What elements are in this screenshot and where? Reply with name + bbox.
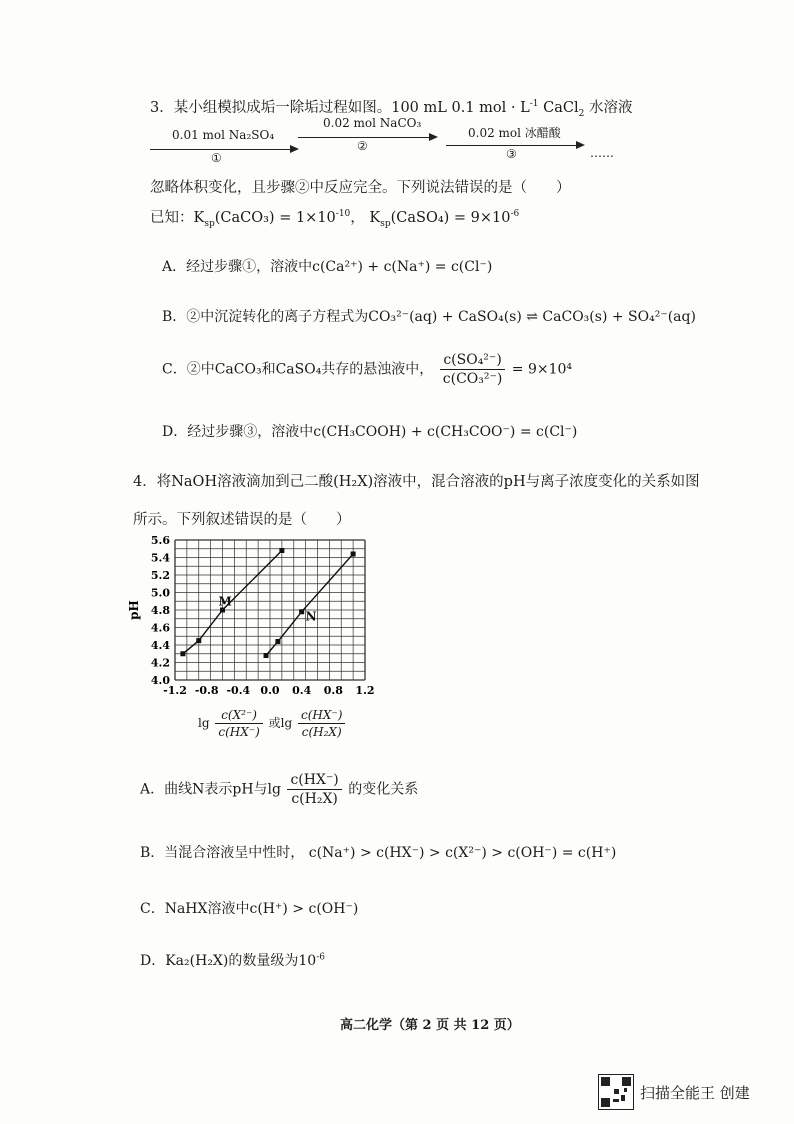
y-axis-label: pH (127, 600, 141, 620)
q3-known: 已知：$K_{sp}(CaCO_3) = 1\times 10^{-10}$， $K_{sp}(CaSO_4) = 9\times 10^{-6}$ (150, 209, 520, 229)
q4-option-a[interactable]: A．曲线N表示pH与lg $\frac{c(HX^-)}{\text{c(H₂X)}}$ 的变化关系 (140, 772, 419, 807)
x-tick-label: 1.2 (355, 684, 375, 697)
step2-arrow (298, 137, 431, 138)
q3-option-d[interactable]: D．经过步骤③，溶液中c(CH₃COOH) + c(CH₃COO⁻) = c(Cl⁻) (162, 424, 578, 440)
scanner-watermark: 扫描全能王 创建 (640, 1084, 750, 1102)
step3-arrowhead (576, 141, 585, 149)
q3-option-c[interactable]: C．②中CaCO₃和CaSO₄共存的悬浊液中， $\frac{\text{c(SO₄²⁻)}}{\text{c(CO₃²⁻)}}$ = 9×10⁴ (162, 352, 573, 387)
y-tick-label: 5.2 (150, 569, 170, 582)
series-label-M: M (218, 594, 232, 609)
x-tick-label: 0.4 (292, 684, 312, 697)
qr-code-icon (598, 1074, 634, 1110)
q4-option-a-fraction: $\frac{c(HX^-)}{\text{c(H₂X)}}$ (287, 772, 341, 807)
y-tick-label: 4.0 (150, 674, 170, 687)
q4-option-d[interactable]: D．Ka₂(H₂X)的数量级为$10^{-6}$ (140, 952, 325, 969)
data-point-M (196, 638, 201, 643)
x-tick-label: 0.8 (323, 684, 343, 697)
x-tick-label: -1.2 (163, 684, 187, 697)
q3-option-c-fraction: $\frac{\text{c(SO₄²⁻)}}{\text{c(CO₃²⁻)}}$ (440, 352, 506, 387)
step2-number: ② (357, 139, 368, 153)
data-point-M (180, 651, 185, 656)
data-point-N (351, 552, 356, 557)
step1-reagent: 0.01 mol Na₂SO₄ (172, 128, 275, 142)
ph-chart (120, 530, 390, 710)
data-point-M (279, 548, 284, 553)
q3-option-b[interactable]: B．②中沉淀转化的离子方程式为CO₃²⁻(aq) + CaSO₄(s) ⇌ CaCO₃(s) + SO₄²⁻(aq) (162, 309, 696, 325)
y-tick-label: 5.6 (150, 534, 170, 547)
q3-stem: 忽略体积变化，且步骤②中反应完全。下列说法错误的是（ ） (150, 180, 571, 196)
step1-arrowhead (290, 145, 299, 153)
q3-option-a[interactable]: A．经过步骤①，溶液中c(Ca²⁺) + c(Na⁺) = c(Cl⁻) (162, 259, 493, 275)
q4-stem-line2: 所示。下列叙述错误的是（ ） (133, 512, 351, 528)
step1-number: ① (211, 151, 222, 165)
x-tick-label: -0.8 (194, 684, 219, 697)
y-tick-label: 4.2 (150, 656, 170, 670)
y-tick-label: 4.6 (150, 621, 170, 635)
scheme-ellipsis: …… (590, 146, 614, 160)
x-tick-label: -0.4 (226, 684, 251, 697)
step1-arrow (150, 149, 292, 150)
y-tick-label: 4.4 (150, 639, 170, 652)
x-tick-label: 0.0 (260, 684, 280, 697)
y-tick-label: 5.0 (150, 586, 170, 600)
q4-stem-line1: 4．将NaOH溶液滴加到己二酸(H₂X)溶液中，混合溶液的pH与离子浓度变化的关系如图 (133, 474, 700, 490)
data-point-N (275, 639, 280, 644)
step3-arrow (446, 145, 578, 146)
step2-arrowhead (429, 133, 438, 141)
q4-option-c[interactable]: C．NaHX溶液中c(H⁺) > c(OH⁻) (140, 901, 359, 917)
data-point-N (299, 609, 304, 614)
chart-xlabel: lg $\frac{\text{c(X²⁻)}}{c(HX^-)}$ 或lg $\frac{c(HX^-)}{\text{c(H₂X)}}$ (198, 708, 347, 739)
y-tick-label: 4.8 (150, 604, 170, 617)
step3-number: ③ (506, 147, 517, 161)
series-label-N: N (305, 609, 317, 624)
q4-option-b[interactable]: B．当混合溶液呈中性时， c(Na⁺) > c(HX⁻) > c(X²⁻) > c(OH⁻) = c(H⁺) (140, 845, 617, 861)
q3-intro: 3．某小组模拟成垢一除垢过程如图。100 mL 0.1 mol · $L^{-1}$ CaCl$_2$ 水溶液 (150, 99, 633, 119)
page-footer: 高二化学（第 2 页 共 12 页） (340, 1018, 520, 1033)
step2-reagent: 0.02 mol NaCO₃ (323, 116, 422, 130)
data-point-N (264, 653, 269, 658)
step3-reagent: 0.02 mol 冰醋酸 (468, 126, 561, 140)
y-tick-label: 5.4 (150, 551, 170, 565)
